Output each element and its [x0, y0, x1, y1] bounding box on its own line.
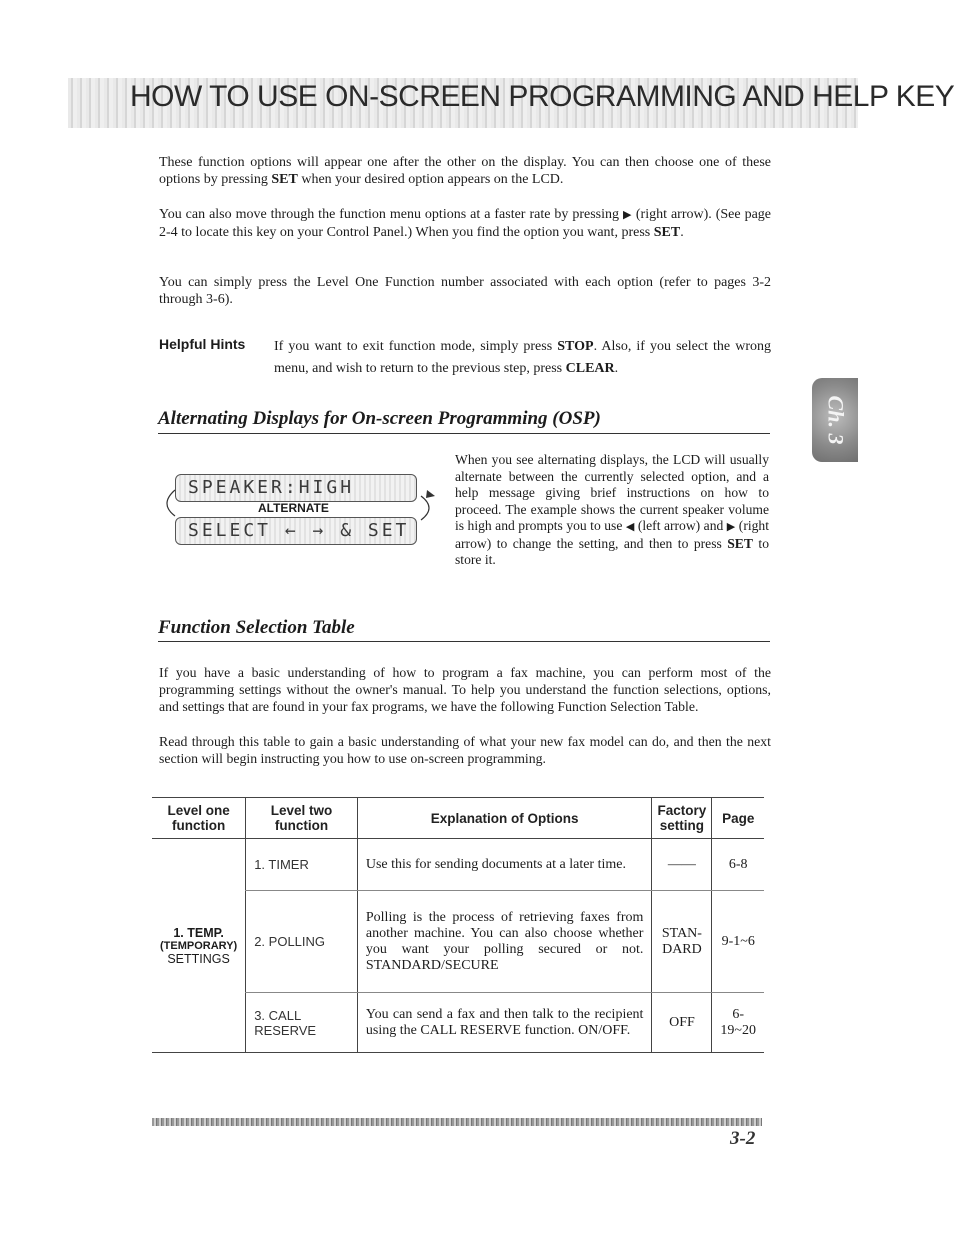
level-two-cell: 3. CALL RESERVE: [246, 993, 358, 1053]
level-one-settings: SETTINGS: [167, 951, 230, 966]
fst-paragraph-2: Read through this table to gain a basic understanding of what your new fax model can do, and then the next section will begin instructing you how to use on-screen programming.: [159, 734, 771, 766]
header-explanation: Explanation of Options: [357, 798, 652, 839]
level-one-number: 1. TEMP.: [173, 925, 224, 940]
fst-paragraph-1: If you have a basic understanding of how to program a fax machine, you can perform most of the programming settings without the owner's manual. To help you understand the function selections, options, and settings that are found in your fax programs, we have the following Function Selection Table.: [159, 665, 771, 714]
footer-band: [152, 1118, 762, 1126]
explanation-cell: You can send a fax and then talk to the recipient using the CALL RESERVE function. ON/OFF.: [357, 993, 652, 1053]
right-arrow-key-icon: ▶: [726, 521, 736, 533]
helpful-hints-text: If you want to exit function mode, simply press STOP. Also, if you select the wrong menu, and wish to return to the previous step, press CLEAR.: [274, 339, 771, 376]
level-one-subtitle: (TEMPORARY): [160, 939, 238, 952]
page-cell: 6-19~20: [712, 993, 764, 1053]
header-level-one: Level one function: [152, 798, 246, 839]
right-arrow-key-icon: ▶: [622, 209, 632, 221]
fst-section-title: Function Selection Table: [158, 617, 355, 638]
factory-cell: OFF: [652, 993, 712, 1053]
osp-section-title: Alternating Displays for On-screen Programming (OSP): [158, 408, 601, 429]
intro-paragraph-3: You can simply press the Level One Function number associated with each option (refer to pages 3-2 through 3-6).: [159, 275, 771, 307]
function-selection-table: [152, 797, 764, 1053]
intro-paragraph-1: These function options will appear one after the other on the display. You can then choose one of these options by pressing SET when your desired option appears on the LCD.: [159, 155, 771, 187]
page-cell: 6-8: [712, 839, 764, 891]
level-one-cell: [152, 839, 246, 1053]
page-number: 3-2: [730, 1128, 756, 1149]
table-row: [152, 839, 764, 891]
level-two-cell: 1. TIMER: [246, 839, 358, 891]
header-page: Page: [712, 798, 764, 839]
header-level-two: Level two function: [246, 798, 358, 839]
arrow-head: [426, 490, 435, 498]
header-factory-setting: Factory setting: [652, 798, 712, 839]
explanation-cell: Polling is the process of retrieving faxes from another machine. You can also choose whether you want your polling secured or not. STANDARD/SECURE: [357, 891, 652, 993]
left-arrow-key-icon: ◀: [625, 521, 635, 533]
intro-paragraph-2: You can also move through the function menu options at a faster rate by pressing ▶ (right arrow). (See page 2-4 to locate this key on your Control Panel.) When you find the option you want, press SET.: [159, 207, 772, 240]
helpful-hints-label: Helpful Hints: [159, 336, 246, 352]
osp-description: When you see alternating displays, the LCD will usually alternate between the currently selected option, and a help message giving brief instructions on how to proceed. The example shows the current speaker volume is high and prompts you to use ◀ (left arrow) and ▶ (right arrow) to change the setting, and then to press SET to store it.: [455, 452, 770, 567]
factory-cell: STAN-DARD: [652, 891, 712, 993]
chapter-tab: Ch. 3: [812, 378, 858, 462]
lcd-display-line-2: SELECT ← → & SET: [175, 517, 417, 545]
left-curve-arrow: [167, 490, 175, 516]
osp-title-rule: [158, 433, 770, 434]
page-title: HOW TO USE ON-SCREEN PROGRAMMING AND HELP KEY: [130, 80, 954, 113]
factory-cell: ——: [652, 839, 712, 891]
lcd-display-line-1: SPEAKER:HIGH: [175, 474, 417, 502]
page-cell: 9-1~6: [712, 891, 764, 993]
fst-title-rule: [158, 641, 770, 642]
explanation-cell: Use this for sending documents at a later time.: [357, 839, 652, 891]
level-two-cell: 2. POLLING: [246, 891, 358, 993]
table-header-row: [152, 798, 764, 839]
alternate-label: ALTERNATE: [258, 501, 329, 515]
right-curve-arrow: [421, 496, 429, 520]
